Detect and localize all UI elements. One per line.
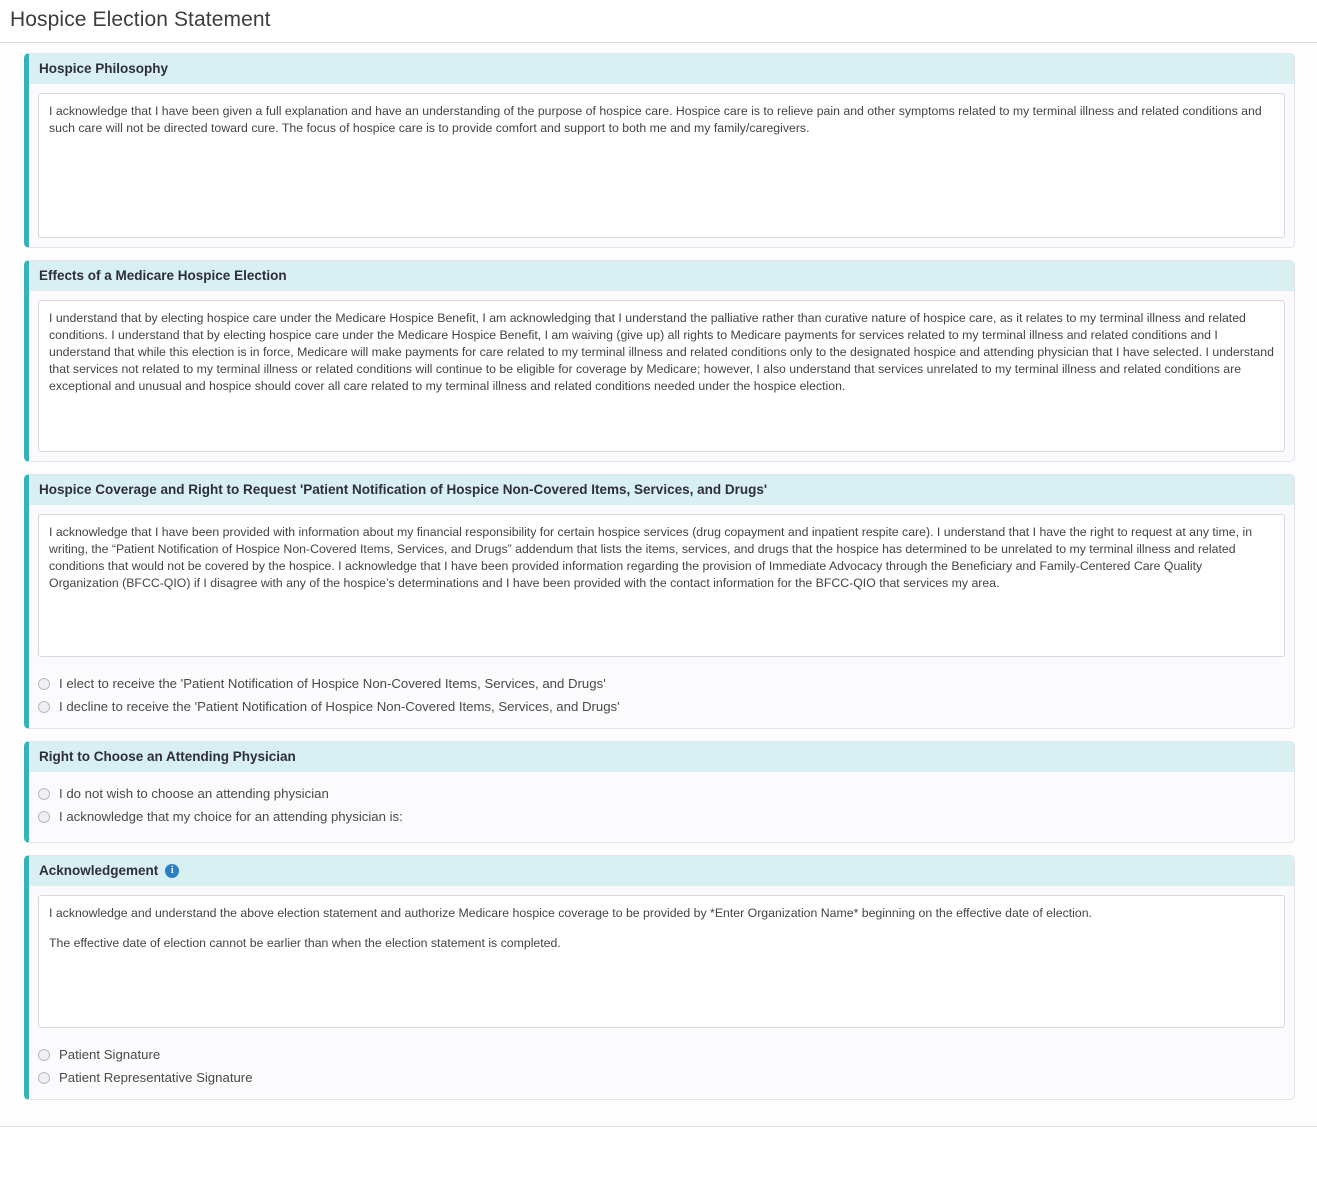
statement-paragraph: I acknowledge that I have been provided with information about my financial responsibility for certain hospice services (drug copayment and inpatient respite care). I understand that I have the right to request at any time, in writing, the “Patient Notification of Hospice Non-Covered Items, Services, and Drugs” addendum that lists the items, services, and drugs that the hospice has determined to be unrelated to my terminal illness and related conditions that would not be covered by the hospice. I acknowledge that I have been provided information regarding the provision of Immediate Advocacy through the Beneficiary and Family-Centered Care Quality Organization (BFCC-QIO) if I disagree with any of the hospice’s determinations and I have been provided with the contact information for the BFCC-QIO that services my area. bbox=[49, 525, 1253, 590]
statement-textbox[interactable] bbox=[38, 93, 1285, 238]
section-title: Right to Choose an Attending Physician bbox=[39, 749, 296, 764]
option-label: Patient Representative Signature bbox=[59, 1070, 253, 1085]
option-label: I do not wish to choose an attending physician bbox=[59, 786, 329, 801]
option-label: Patient Signature bbox=[59, 1047, 161, 1062]
section-hospice-coverage-and-right-to-request bbox=[24, 474, 1295, 729]
radio-option-elect-addendum[interactable] bbox=[38, 672, 1284, 695]
option-group-signature bbox=[29, 1037, 1294, 1099]
section-effects-of-medicare-hospice-election bbox=[24, 260, 1295, 462]
radio-option-patient-signature[interactable] bbox=[38, 1043, 1284, 1066]
statement-textbox[interactable] bbox=[38, 514, 1285, 657]
section-title: Effects of a Medicare Hospice Election bbox=[39, 268, 287, 283]
page-title: Hospice Election Statement bbox=[10, 8, 271, 31]
form-body bbox=[0, 42, 1317, 1127]
section-header bbox=[29, 475, 1294, 505]
radio-button-icon[interactable] bbox=[38, 1072, 50, 1084]
radio-option-patient-representative-signature[interactable] bbox=[38, 1066, 1284, 1089]
section-hospice-philosophy bbox=[24, 53, 1295, 248]
statement-paragraph-secondary: The effective date of election cannot be earlier than when the election statement is completed. bbox=[49, 935, 561, 950]
section-header bbox=[29, 261, 1294, 291]
option-label: I decline to receive the 'Patient Notification of Hospice Non-Covered Items, Services, and Drugs' bbox=[59, 699, 620, 714]
radio-option-choose-attending-physician[interactable] bbox=[38, 805, 1284, 828]
statement-paragraph: I acknowledge and understand the above election statement and authorize Medicare hospice coverage to be provided by *Enter Organization Name* beginning on the effective date of election. bbox=[49, 906, 1092, 920]
section-title: Acknowledgement bbox=[39, 863, 159, 878]
radio-button-icon[interactable] bbox=[38, 701, 50, 713]
section-body bbox=[29, 291, 1294, 461]
statement-textbox[interactable] bbox=[38, 895, 1285, 1028]
section-right-to-choose-attending-physician bbox=[24, 741, 1295, 843]
section-body bbox=[29, 505, 1294, 666]
statement-textbox[interactable] bbox=[38, 300, 1285, 452]
section-header bbox=[29, 856, 1294, 886]
option-label: I elect to receive the 'Patient Notification of Hospice Non-Covered Items, Services, and Drugs' bbox=[59, 676, 606, 691]
section-body bbox=[29, 886, 1294, 1037]
statement-paragraph: I understand that by electing hospice care under the Medicare Hospice Benefit, I am acknowledging that I understand the palliative rather than curative nature of hospice care, as it relates to my terminal illness and related conditions. I understand that by electing hospice care under the Medicare Hospice Benefit, I am waiving (give up) all rights to Medicare payments for services related to my terminal illness and related conditions and I understand that while this election is in force, Medicare will make payments for care related to my terminal illness and related conditions only to the designated hospice and attending physician that I have selected. I understand that services not related to my terminal illness or related conditions will continue to be eligible for coverage by Medicare; however, I also understand that services unrelated to my terminal illness and related conditions are exceptional and unusual and hospice should cover all care related to my terminal illness and related conditions needed under the hospice election. bbox=[49, 311, 1274, 393]
section-header bbox=[29, 54, 1294, 84]
radio-option-decline-addendum[interactable] bbox=[38, 695, 1284, 718]
radio-button-icon[interactable] bbox=[38, 1049, 50, 1061]
radio-button-icon[interactable] bbox=[38, 788, 50, 800]
info-icon[interactable]: i bbox=[165, 864, 179, 878]
section-title: Hospice Philosophy bbox=[39, 61, 169, 76]
radio-option-no-attending-physician[interactable] bbox=[38, 782, 1284, 805]
option-group-addendum bbox=[29, 666, 1294, 728]
section-header bbox=[29, 742, 1294, 772]
section-title: Hospice Coverage and Right to Request 'Patient Notification of Hospice Non-Covered Items, Services, and Drugs' bbox=[39, 482, 768, 497]
radio-button-icon[interactable] bbox=[38, 811, 50, 823]
statement-paragraph: I acknowledge that I have been given a full explanation and have an understanding of the purpose of hospice care. Hospice care is to relieve pain and other symptoms related to my terminal illness and related conditions and such care will not be directed toward cure. The focus of hospice care is to provide comfort and support to both me and my family/caregivers. bbox=[49, 104, 1262, 135]
section-body bbox=[29, 84, 1294, 247]
option-group-attending-physician bbox=[29, 772, 1294, 842]
radio-button-icon[interactable] bbox=[38, 678, 50, 690]
section-acknowledgement bbox=[24, 855, 1295, 1100]
option-label: I acknowledge that my choice for an attending physician is: bbox=[59, 809, 403, 824]
